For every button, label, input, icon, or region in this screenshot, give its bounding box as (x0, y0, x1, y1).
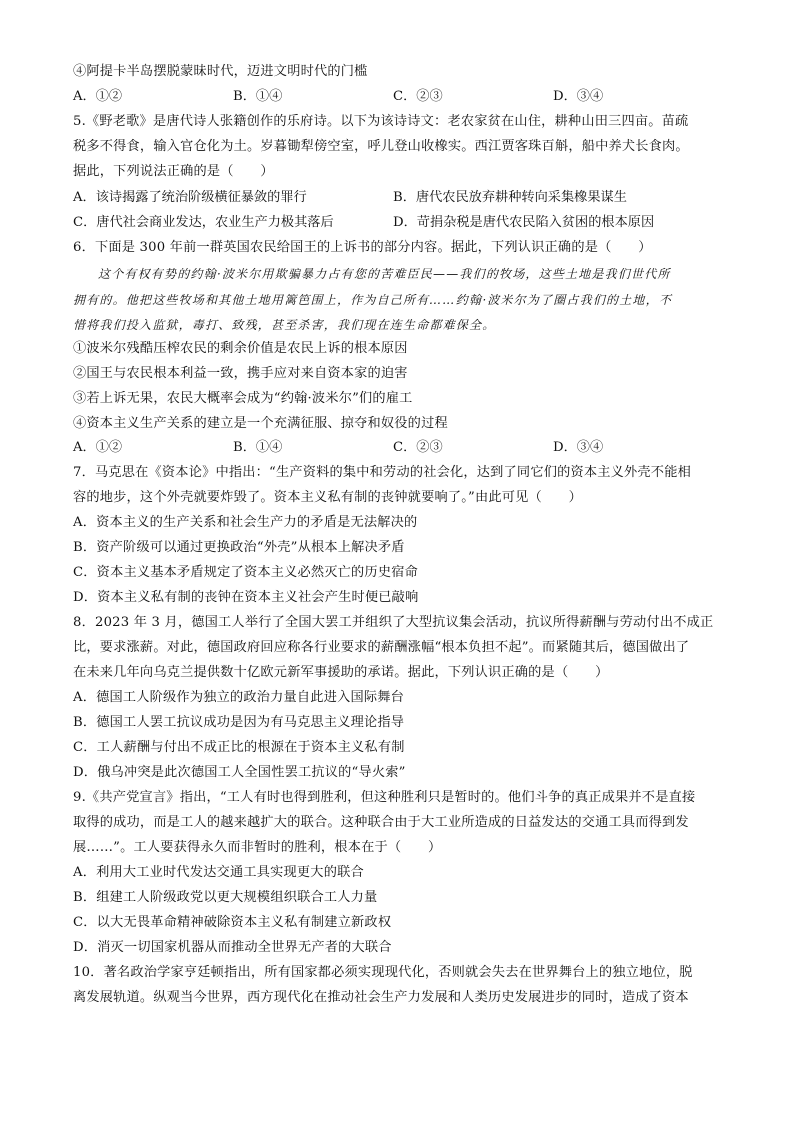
q8-stem-line3: 在未来几年向乌克兰提供数十亿欧元新军事援助的承诺。据此，下列认识正确的是（ ） (73, 665, 609, 680)
q6-quote-line3: 惜将我们投入监狱，毒打、致残，甚至杀害，我们现在连生命都难保全。 (73, 318, 496, 332)
q10-stem-line1: 10．著名政治学家亨廷顿指出，所有国家都必须实现现代化，否则就会失去在世界舞台上的独立地位，脱 (73, 965, 693, 980)
q6-statement-3: ③若上诉无果，农民大概率会成为“约翰·波米尔”们的雇工 (73, 391, 413, 406)
q5-option-d[interactable]: D．苛捐杂税是唐代农民陷入贫困的根本原因 (393, 215, 655, 230)
q8-stem-line2: 比，要求涨薪。对此，德国政府回应称各行业要求的薪酬涨幅“根本负担不起”。而紧随其后，德国做出了 (73, 640, 690, 655)
q5-stem-line3: 据此，下列说法正确的是（ ） (73, 164, 274, 179)
q4-options (73, 85, 723, 109)
q6-quote-line2: 拥有的。他把这些牧场和其他土地用篱笆围上，作为自己所有……约翰·波米尔为了圈占我们的土地，不 (73, 293, 673, 307)
q6-statement-2: ②国王与农民根本利益一致，携手应对来自资本家的迫害 (73, 366, 408, 381)
q6-quote-line1: 这个有权有势的约翰·波米尔用欺骗暴力占有您的苦难臣民——我们的牧场，这些土地是我们世代所 (98, 267, 671, 281)
q8-option-d[interactable]: D．俄乌冲突是此次德国工人全国性罢工抗议的“导火索” (73, 765, 406, 780)
q4-option-a[interactable]: A．①② (73, 89, 123, 104)
q6-option-a[interactable]: A．①② (73, 440, 123, 455)
q7-stem-line1: 7．马克思在《资本论》中指出：“生产资料的集中和劳动的社会化，达到了同它们的资本主义外壳不能相 (73, 465, 691, 480)
q9-stem-line2: 取得的成功，而是工人的越来越扩大的联合。这种联合由于大工业所造成的日益发达的交通工具而得到发 (73, 815, 689, 830)
q7-option-b[interactable]: B．资产阶级可以通过更换政治“外壳”从根本上解决矛盾 (73, 540, 405, 555)
q5-stem-line1: 5.《野老歌》是唐代诗人张籍创作的乐府诗。以下为该诗诗文：老农家贫在山住，耕种山田三四亩。苗疏 (73, 114, 689, 129)
q9-option-c[interactable]: C．以大无畏革命精神破除资本主义私有制建立新政权 (73, 915, 392, 930)
q4-option-b[interactable]: B．①④ (233, 89, 283, 104)
q9-option-d[interactable]: D．消灭一切国家机器从而推动全世界无产者的大联合 (73, 940, 392, 955)
q6-statement-4: ④资本主义生产关系的建立是一个充满征服、掠夺和奴役的过程 (73, 416, 448, 431)
q4-statement-4: ④阿提卡半岛摆脱蒙昧时代，迈进文明时代的门槛 (73, 64, 368, 79)
q9-option-a[interactable]: A．利用大工业时代发达交通工具实现更大的联合 (73, 865, 364, 880)
q8-stem-line1: 8．2023 年 3 月，德国工人举行了全国大罢工并组织了大型抗议集会活动，抗议所得薪酬与劳动付出不成正 (73, 615, 714, 630)
q5-options-row2 (73, 211, 723, 235)
q7-option-c[interactable]: C．资本主义基本矛盾规定了资本主义必然灭亡的历史宿命 (73, 565, 418, 580)
q6-option-c[interactable]: C．②③ (393, 440, 443, 455)
q7-option-d[interactable]: D．资本主义私有制的丧钟在资本主义社会产生时便已敲响 (73, 590, 419, 605)
q7-option-a[interactable]: A．资本主义的生产关系和社会生产力的矛盾是无法解决的 (73, 515, 418, 530)
q5-options-row1 (73, 186, 723, 210)
q4-option-c[interactable]: C．②③ (393, 89, 443, 104)
q6-option-b[interactable]: B．①④ (233, 440, 283, 455)
q5-option-a[interactable]: A．该诗揭露了统治阶级横征暴敛的罪行 (73, 190, 307, 205)
q7-stem-line2: 容的地步，这个外壳就要炸毁了。资本主义私有制的丧钟就要响了。”由此可见（ ） (73, 490, 583, 505)
q10-stem-line2: 离发展轨道。纵观当今世界，西方现代化在推动社会生产力发展和人类历史发展进步的同时，造成了资本 (73, 990, 689, 1005)
q9-option-b[interactable]: B．组建工人阶级政党以更大规模组织联合工人力量 (73, 890, 378, 905)
q6-option-d[interactable]: D．③④ (553, 440, 604, 455)
q8-option-a[interactable]: A．德国工人阶级作为独立的政治力量自此进入国际舞台 (73, 690, 405, 705)
q8-option-b[interactable]: B．德国工人罢工抗议成功是因为有马克思主义理论指导 (73, 715, 405, 730)
q6-options (73, 436, 723, 460)
q5-option-b[interactable]: B．唐代农民放弃耕种转向采集橡果谋生 (393, 190, 627, 205)
q4-option-d[interactable]: D．③④ (553, 89, 604, 104)
q5-stem-line2: 税多不得食，输入官仓化为土。岁暮锄犁傍空室，呼儿登山收橡实。西江贾客珠百斛，船中养犬长食肉。 (73, 139, 689, 154)
q5-option-c[interactable]: C．唐代社会商业发达，农业生产力极其落后 (73, 215, 334, 230)
q8-option-c[interactable]: C．工人薪酬与付出不成正比的根源在于资本主义私有制 (73, 740, 405, 755)
q6-statement-1: ①波米尔残酷压榨农民的剩余价值是农民上诉的根本原因 (73, 341, 408, 356)
q6-stem: 6．下面是 300 年前一群英国农民给国王的上诉书的部分内容。据此，下列认识正确的是（ ） (73, 240, 652, 255)
q9-stem-line3: 展……”。工人要获得永久而非暂时的胜利，根本在于（ ） (73, 840, 442, 855)
q9-stem-line1: 9.《共产党宣言》指出，“工人有时也得到胜利，但这种胜利只是暂时的。他们斗争的真正成果并不是直接 (73, 790, 696, 805)
